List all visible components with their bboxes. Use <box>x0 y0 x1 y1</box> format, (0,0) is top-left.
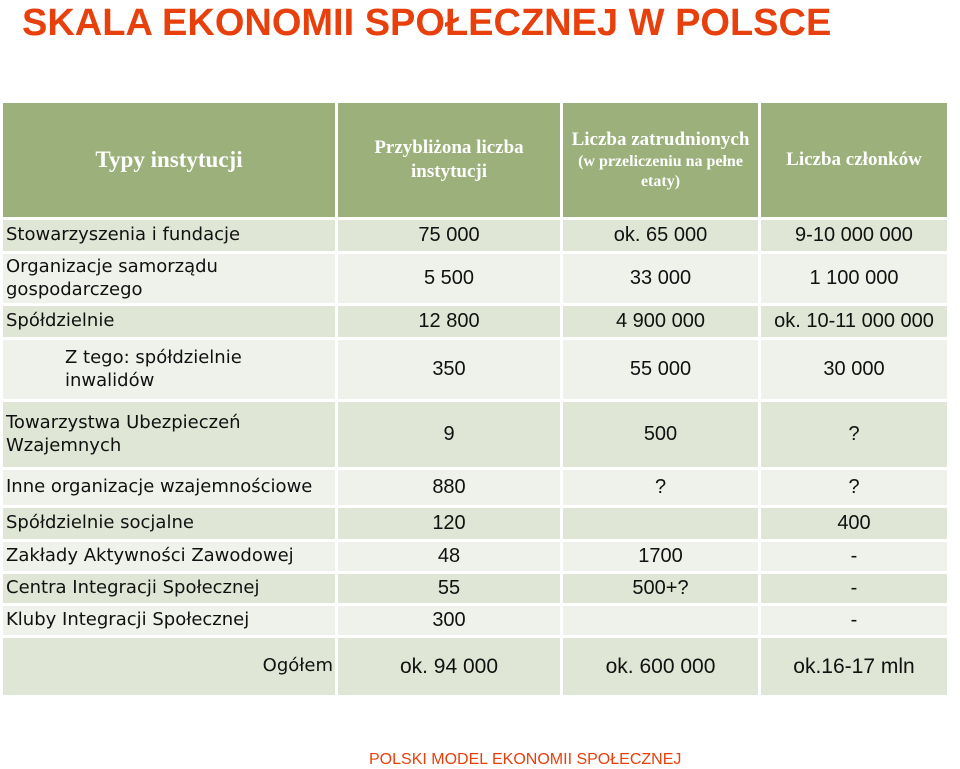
page-title: SKALA EKONOMII SPOŁECZNEJ W POLSCE <box>22 2 832 44</box>
row-count: 55 <box>337 573 562 605</box>
row-members: 1 100 000 <box>760 253 949 305</box>
total-row <box>2 637 949 697</box>
row-count: 9 <box>337 401 562 469</box>
table-row <box>2 253 949 305</box>
row-type: Organizacje samorządu gospodarczego <box>2 253 337 305</box>
row-count: 75 000 <box>337 219 562 253</box>
table-row <box>2 305 949 339</box>
row-count: 120 <box>337 507 562 541</box>
row-members: - <box>760 573 949 605</box>
row-members: - <box>760 541 949 573</box>
row-type: Inne organizacje wzajemnościowe <box>2 469 337 507</box>
row-members: ok. 10-11 000 000 <box>760 305 949 339</box>
header-employment <box>562 102 760 219</box>
row-type: Zakłady Aktywności Zawodowej <box>2 541 337 573</box>
header-type: Typy instytucji <box>2 102 337 219</box>
row-count: 48 <box>337 541 562 573</box>
row-members: 30 000 <box>760 339 949 401</box>
row-count: 350 <box>337 339 562 401</box>
row-members: 9-10 000 000 <box>760 219 949 253</box>
row-type: Centra Integracji Społecznej <box>2 573 337 605</box>
table-row <box>2 605 949 637</box>
table-row <box>2 507 949 541</box>
row-employment <box>562 605 760 637</box>
row-members: ? <box>760 469 949 507</box>
economy-scale-table <box>0 100 950 698</box>
table-header-row <box>2 102 949 219</box>
row-count: 880 <box>337 469 562 507</box>
total-employment: ok. 600 000 <box>562 637 760 697</box>
row-type: Z tego: spółdzielnie inwalidów <box>2 339 337 401</box>
row-employment: 500+? <box>562 573 760 605</box>
row-members: 400 <box>760 507 949 541</box>
row-type: Kluby Integracji Społecznej <box>2 605 337 637</box>
row-employment: 4 900 000 <box>562 305 760 339</box>
table-row <box>2 339 949 401</box>
total-label: Ogółem <box>2 637 337 697</box>
row-employment: 33 000 <box>562 253 760 305</box>
footer-text: POLSKI MODEL EKONOMII SPOŁECZNEJ <box>369 751 682 768</box>
header-employment-note: (w przeliczeniu na pełne etaty) <box>578 152 743 190</box>
header-count: Przybliżona liczba instytucji <box>337 102 562 219</box>
total-members: ok.16-17 mln <box>760 637 949 697</box>
row-type: Spółdzielnie <box>2 305 337 339</box>
row-type: Stowarzyszenia i fundacje <box>2 219 337 253</box>
header-members: Liczba członków <box>760 102 949 219</box>
row-employment: 55 000 <box>562 339 760 401</box>
row-type: Towarzystwa Ubezpieczeń Wzajemnych <box>2 401 337 469</box>
table-row <box>2 219 949 253</box>
row-employment: ? <box>562 469 760 507</box>
table-row <box>2 541 949 573</box>
row-employment: 1700 <box>562 541 760 573</box>
row-members: ? <box>760 401 949 469</box>
header-employment-label: Liczba zatrudnionych <box>571 129 750 151</box>
row-count: 5 500 <box>337 253 562 305</box>
row-employment <box>562 507 760 541</box>
row-count: 300 <box>337 605 562 637</box>
table-row <box>2 573 949 605</box>
row-type: Spółdzielnie socjalne <box>2 507 337 541</box>
row-members: - <box>760 605 949 637</box>
row-count: 12 800 <box>337 305 562 339</box>
table-row <box>2 401 949 469</box>
row-employment: ok. 65 000 <box>562 219 760 253</box>
row-employment: 500 <box>562 401 760 469</box>
total-count: ok. 94 000 <box>337 637 562 697</box>
table-row <box>2 469 949 507</box>
